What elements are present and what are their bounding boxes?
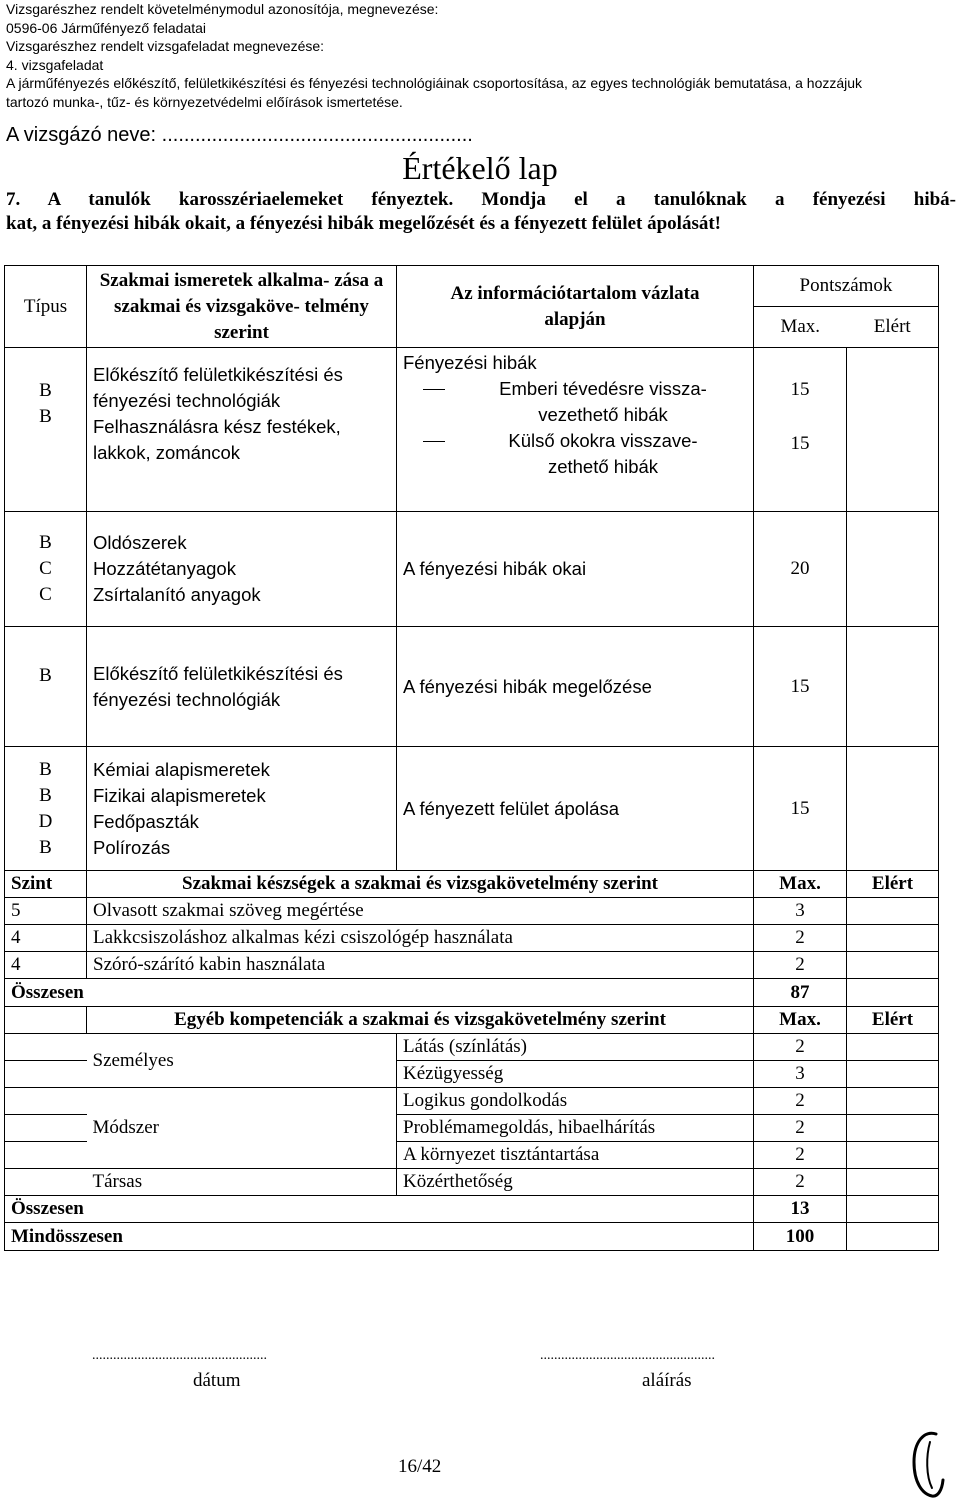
achieved-points-input[interactable] [847, 348, 939, 512]
table-row [5, 512, 939, 627]
achieved-points-input[interactable] [847, 925, 939, 952]
col-outline-header: Az információtartalom vázlata alapján [397, 266, 754, 348]
knowledge-item: Hozzátétanyagok [93, 558, 236, 579]
document-header [6, 0, 956, 111]
outline-item: Külső okokra visszave- zethető hibák [403, 428, 753, 480]
skills-achieved-header: Elért [847, 871, 939, 898]
col-achieved-header: Elért [847, 307, 939, 348]
knowledge-item: Fedőpaszták [93, 810, 199, 832]
achieved-points-input[interactable] [847, 979, 939, 1007]
skill-level: 4 [5, 925, 87, 952]
knowledge-item: Kémiai alapismeretek [93, 758, 270, 780]
type-code: B [39, 532, 52, 553]
competency-row [5, 1169, 939, 1196]
subtotal-row [5, 1196, 939, 1223]
competency-row [5, 1034, 939, 1061]
subtotal-value: 13 [754, 1196, 847, 1223]
table-row [5, 627, 939, 747]
knowledge-item: Felhasználásra kész festékek, [93, 416, 341, 437]
skill-level: 4 [5, 952, 87, 979]
knowledge-item: Előkészítő felületkikészítési és [93, 663, 343, 684]
type-code: B [39, 758, 52, 780]
col-points-header: Pontszámok [754, 266, 939, 307]
page-number: 16/42 [398, 1456, 442, 1477]
evaluation-table [4, 265, 939, 1251]
max-points: 15 [790, 379, 810, 400]
competency-group: Társas [87, 1169, 397, 1196]
outline-text: A fényezési hibák megelőzése [397, 627, 754, 747]
competency-group: Módszer [87, 1088, 397, 1169]
header-line: tartozó munka-, tűz- és környezetvédelmi előírások ismertetése. [6, 93, 403, 110]
max-points: 15 [754, 747, 847, 871]
col-max-header: Max. [754, 307, 847, 348]
knowledge-item: Előkészítő felületkikészítési és [93, 364, 343, 385]
achieved-points-input[interactable] [847, 1034, 939, 1061]
type-code: B [39, 784, 52, 806]
competency-name: Logikus gondolkodás [397, 1088, 754, 1115]
signature-dots[interactable]: .................................................. [540, 1348, 715, 1363]
knowledge-item: Fizikai alapismeretek [93, 784, 266, 806]
skill-row [5, 925, 939, 952]
achieved-points-input[interactable] [847, 952, 939, 979]
knowledge-item: Polírozás [93, 836, 171, 858]
achieved-points-input[interactable] [847, 747, 939, 871]
competency-max: 2 [754, 1142, 847, 1169]
achieved-points-input[interactable] [847, 1169, 939, 1196]
competency-name: Kézügyesség [397, 1061, 754, 1088]
skill-max: 2 [754, 925, 847, 952]
achieved-points-input[interactable] [847, 1088, 939, 1115]
skills-max-header: Max. [754, 871, 847, 898]
competency-max: 2 [754, 1115, 847, 1142]
skill-name: Olvasott szakmai szöveg megértése [87, 898, 754, 925]
knowledge-item: fényezési technológiák [93, 689, 281, 710]
achieved-points-input[interactable] [847, 1115, 939, 1142]
task-line: kat, a fényezési hibák okait, a fényezési hibák megelőzését és a fényezett felület ápolását! [6, 213, 722, 234]
competency-row [5, 1088, 939, 1115]
knowledge-item: lakkok, zománcok [93, 442, 241, 463]
grand-total-value: 100 [754, 1223, 847, 1251]
type-code: B [39, 665, 52, 686]
competencies-achieved-header: Elért [847, 1007, 939, 1034]
achieved-points-input[interactable] [847, 512, 939, 627]
subtotal-label: Összesen [5, 1196, 754, 1223]
date-label: dátum [193, 1370, 241, 1391]
subtotal-label: Összesen [5, 979, 754, 1007]
knowledge-item: Zsírtalanító anyagok [93, 584, 261, 605]
grand-total-row [5, 1223, 939, 1251]
subtotal-value: 87 [754, 979, 847, 1007]
outline-title: Fényezési hibák [403, 352, 537, 373]
outline-item: Emberi tévedésre vissza- vezethető hibák [403, 376, 753, 428]
type-code: B [39, 836, 52, 858]
achieved-points-input[interactable] [847, 1142, 939, 1169]
skills-header: Szakmai készségek a szakmai és vizsgakövetelmény szerint [87, 871, 754, 898]
knowledge-item: fényezési technológiák [93, 390, 281, 411]
competency-max: 2 [754, 1034, 847, 1061]
signature-label: aláírás [642, 1370, 692, 1391]
type-code: C [39, 584, 52, 605]
skill-max: 2 [754, 952, 847, 979]
task-line: 7. A tanulók karosszériaelemeket fényeztek. Mondja el a tanulóknak a fényezési hibá- [6, 189, 956, 210]
max-points: 20 [754, 512, 847, 627]
candidate-name-field[interactable]: A vizsgázó neve: ........................................................ [6, 124, 473, 146]
competency-name: Látás (színlátás) [397, 1034, 754, 1061]
header-line: Vizsgarészhez rendelt követelménymodul azonosítója, megnevezése: [6, 1, 439, 17]
header-line: A járműfényezés előkészítő, felületkikészítési és fényezési technológiáinak csoportosítása, az egyes technológiák bemutatása, a hozzájuk [6, 75, 863, 91]
competency-max: 2 [754, 1088, 847, 1115]
type-code: B [39, 380, 52, 401]
skill-max: 3 [754, 898, 847, 925]
skill-name: Lakkcsiszoláshoz alkalmas kézi csiszológép használata [87, 925, 754, 952]
type-code: D [38, 810, 53, 832]
type-code: B [39, 406, 52, 427]
competency-max: 2 [754, 1169, 847, 1196]
competency-max: 3 [754, 1061, 847, 1088]
competency-name: Problémamegoldás, hibaelhárítás [397, 1115, 754, 1142]
grand-total-label: Mindösszesen [5, 1223, 754, 1251]
competencies-header: Egyéb kompetenciák a szakmai és vizsgakövetelmény szerint [87, 1007, 754, 1034]
header-line: 0596-06 Járműfényező feladatai [6, 19, 207, 36]
achieved-points-input[interactable] [847, 1196, 939, 1223]
achieved-points-input[interactable] [847, 898, 939, 925]
competency-group: Személyes [87, 1034, 397, 1088]
subtotal-row [5, 979, 939, 1007]
max-points: 15 [754, 627, 847, 747]
header-line: 4. vizsgafeladat [6, 56, 104, 73]
type-code: C [39, 558, 52, 579]
handwritten-signature [906, 1428, 946, 1500]
skill-row [5, 898, 939, 925]
task-description [6, 188, 956, 236]
header-line: Vizsgarészhez rendelt vizsgafeladat megnevezése: [6, 38, 325, 54]
table-row [5, 747, 939, 871]
skill-row [5, 952, 939, 979]
outline-text: A fényezett felület ápolása [397, 747, 754, 871]
date-dots[interactable]: .................................................. [92, 1348, 267, 1363]
competency-name: A környezet tisztántartása [397, 1142, 754, 1169]
achieved-points-input[interactable] [847, 1223, 939, 1251]
col-type-header: Típus [5, 266, 87, 348]
competency-name: Közérthetőség [397, 1169, 754, 1196]
outline-text: A fényezési hibák okai [397, 512, 754, 627]
knowledge-item: Oldószerek [93, 532, 187, 553]
skill-level: 5 [5, 898, 87, 925]
achieved-points-input[interactable] [847, 1061, 939, 1088]
skills-level-header: Szint [5, 871, 87, 898]
achieved-points-input[interactable] [847, 627, 939, 747]
skill-name: Szóró-szárító kabin használata [87, 952, 754, 979]
max-points: 15 [790, 433, 810, 454]
competencies-max-header: Max. [754, 1007, 847, 1034]
page-title: Értékelő lap [402, 150, 558, 186]
table-row [5, 348, 939, 512]
col-knowledge-header: Szakmai ismeretek alkalma- zása a szakmai és vizsgaköve- telmény szerint [87, 266, 397, 348]
